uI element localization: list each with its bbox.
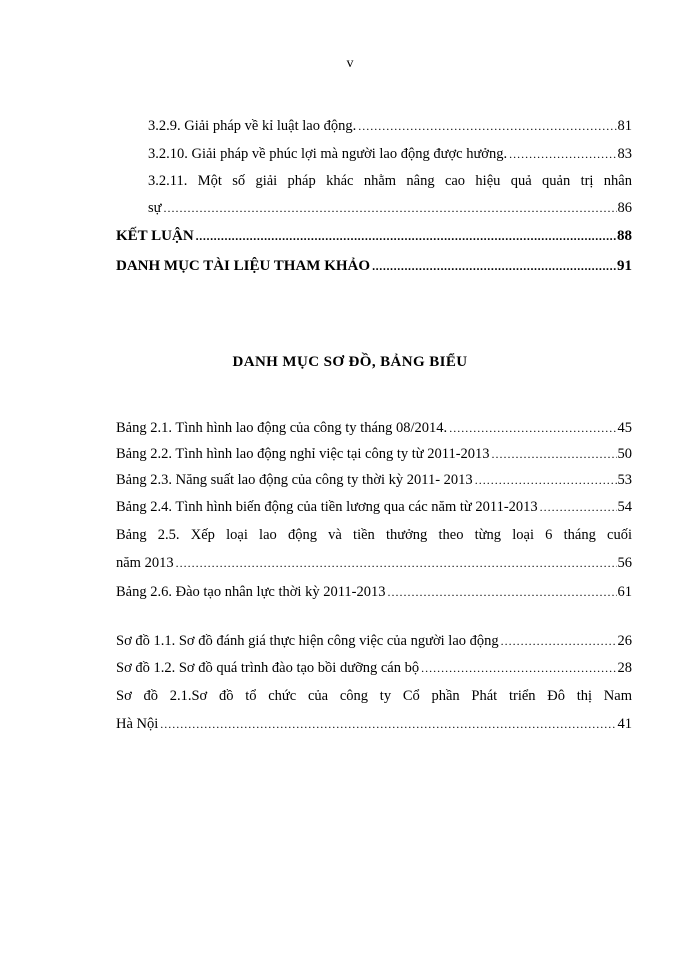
dot-leader	[540, 497, 617, 517]
diagram-entry-2-1[interactable]	[116, 714, 632, 734]
entry-page: 61	[617, 584, 632, 600]
entry-title: Hà Nội	[116, 716, 159, 732]
dot-leader	[388, 582, 617, 602]
toc-entry-3-2-9[interactable]	[148, 116, 632, 136]
toc-entry-3-2-11[interactable]	[148, 198, 632, 218]
toc-entry-title: KẾT LUẬN	[116, 228, 194, 244]
entry-page: 45	[617, 420, 632, 436]
toc-entry-page: 83	[617, 146, 632, 162]
table-entry-2-1[interactable]	[116, 418, 632, 438]
entry-page: 28	[617, 660, 632, 676]
entry-page: 26	[617, 633, 632, 649]
dot-leader	[475, 470, 617, 490]
entry-title: Bảng 2.3. Năng suất lao động của công ty thời kỳ 2011- 2013	[116, 472, 473, 488]
diagram-entry-2-1-line1[interactable]: Sơ đồ 2.1.Sơ đồ tổ chức của công ty Cổ phần Phát triển Đô thị Nam	[116, 688, 632, 704]
dot-leader	[164, 198, 617, 218]
entry-page: 53	[617, 472, 632, 488]
toc-entry-title: DANH MỤC TÀI LIỆU THAM KHẢO	[116, 258, 371, 274]
entry-page: 56	[617, 555, 632, 571]
toc-entry-tai-lieu-tham-khao[interactable]	[116, 256, 632, 276]
dot-leader	[449, 418, 616, 438]
toc-entry-ket-luan[interactable]	[116, 226, 632, 246]
toc-entry-page: 86	[617, 200, 632, 216]
entry-title: Sơ đồ 1.1. Sơ đồ đánh giá thực hiện công việc của người lao động	[116, 633, 499, 649]
entry-title: Sơ đồ 1.2. Sơ đồ quá trình đào tạo bồi dưỡng cán bộ	[116, 660, 420, 676]
table-entry-2-3[interactable]	[116, 470, 632, 490]
table-entry-2-4[interactable]	[116, 497, 632, 517]
toc-entry-page: 91	[617, 258, 632, 274]
entry-title: Bảng 2.6. Đào tạo nhân lực thời kỳ 2011-2013	[116, 584, 386, 600]
entry-page: 50	[617, 446, 632, 462]
dot-leader	[176, 553, 617, 573]
table-entry-2-2[interactable]	[116, 444, 632, 464]
dot-leader	[372, 256, 616, 276]
diagram-entry-1-1[interactable]	[116, 631, 632, 651]
entry-page: 41	[617, 716, 632, 732]
dot-leader	[492, 444, 617, 464]
entry-page: 54	[617, 499, 632, 515]
toc-entry-title: sự	[148, 200, 162, 216]
toc-entry-3-2-10[interactable]	[148, 144, 632, 164]
dot-leader	[421, 658, 616, 678]
table-entry-2-6[interactable]	[116, 582, 632, 602]
entry-title: Bảng 2.1. Tình hình lao động của công ty tháng 08/2014.	[116, 420, 448, 436]
page-number: v	[346, 56, 354, 71]
entry-title: Bảng 2.4. Tình hình biến động của tiền lương qua các năm từ 2011-2013	[116, 499, 538, 515]
dot-leader	[509, 144, 616, 164]
entry-title: năm 2013	[116, 555, 174, 571]
toc-entry-page: 81	[617, 118, 632, 134]
list-of-figures-heading: DANH MỤC SƠ ĐỒ, BẢNG BIỂU	[232, 354, 468, 370]
toc-entry-page: 88	[617, 228, 632, 244]
diagram-entry-1-2[interactable]	[116, 658, 632, 678]
toc-entry-title: 3.2.10. Giải pháp về phúc lợi mà người lao động được hưởng.	[148, 146, 508, 162]
toc-entry-3-2-11-line1[interactable]: 3.2.11. Một số giải pháp khác nhằm nâng cao hiệu quả quản trị nhân	[148, 173, 632, 189]
table-entry-2-5[interactable]	[116, 553, 632, 573]
toc-entry-title: 3.2.9. Giải pháp về kỉ luật lao động.	[148, 118, 357, 134]
dot-leader	[501, 631, 617, 651]
entry-title: Bảng 2.2. Tình hình lao động nghỉ việc tại công ty từ 2011-2013	[116, 446, 490, 462]
dot-leader	[196, 226, 616, 246]
table-entry-2-5-line1[interactable]: Bảng 2.5. Xếp loại lao động và tiền thưởng theo từng loại 6 tháng cuối	[116, 527, 632, 543]
dot-leader	[358, 116, 616, 136]
dot-leader	[160, 714, 616, 734]
